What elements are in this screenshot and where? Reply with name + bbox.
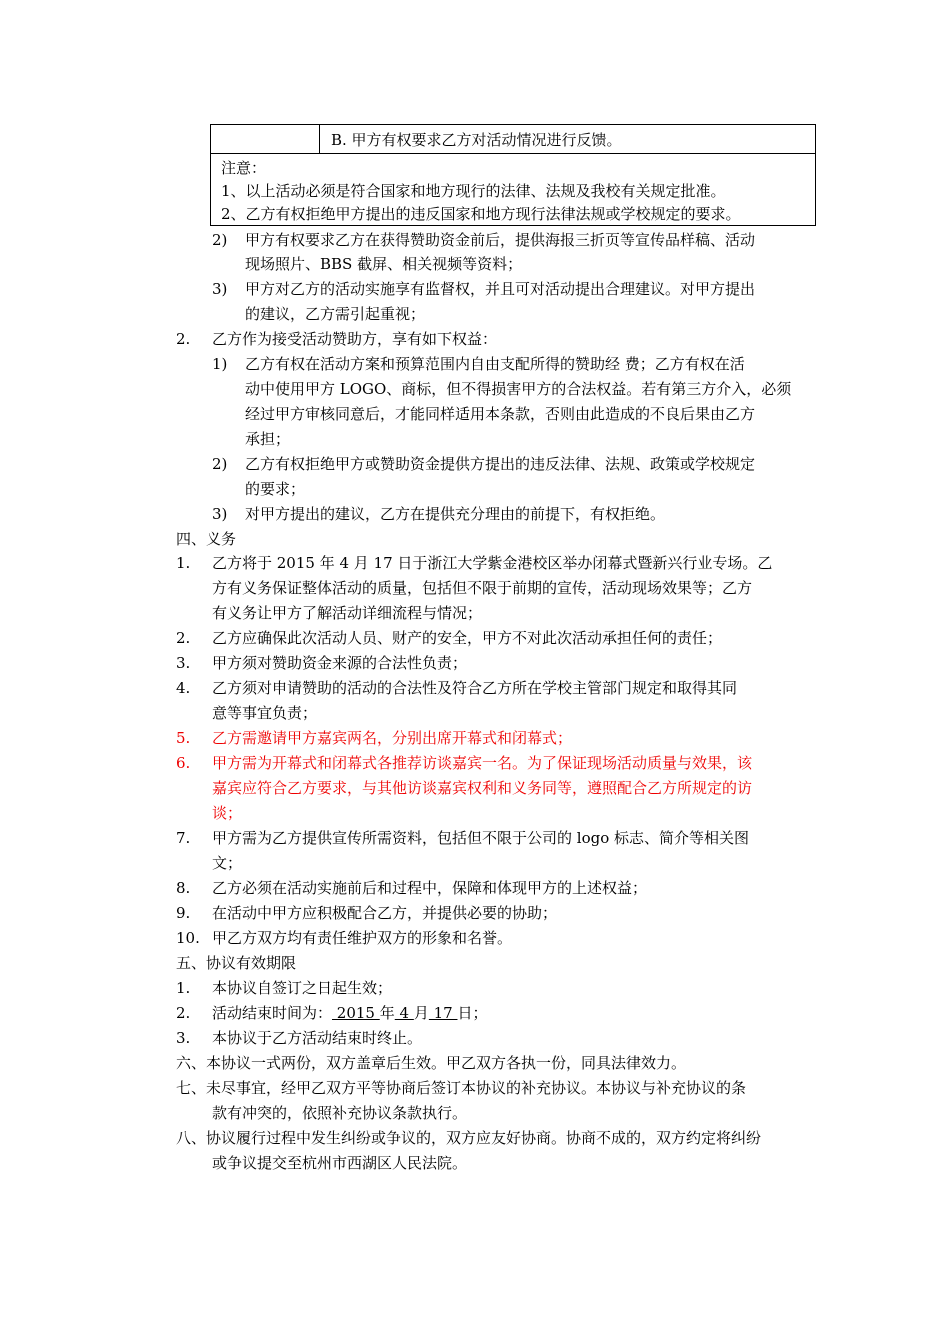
end-date-line [212, 1003, 488, 1023]
list-item: 有义务让甲方了解活动详细流程与情况； [212, 604, 483, 622]
list-item: 承担； [245, 430, 291, 448]
list-item: 乙方必须在活动实施前后和过程中，保障和体现甲方的上述权益； [212, 879, 648, 897]
list-item: 甲方需为开幕式和闭幕式各推荐访谈嘉宾一名。为了保证现场活动质量与效果，该 [212, 754, 753, 772]
list-item: 经过甲方审核同意后，才能同样适用本条款，否则由此造成的不良后果由乙方 [245, 405, 756, 423]
list-item: 的建议，乙方需引起重视； [245, 305, 426, 323]
clause-6: 六、本协议一式两份，双方盖章后生效。甲乙双方各执一份，同具法律效力。 [176, 1054, 687, 1072]
list-item: 本协议自签订之日起生效； [212, 979, 393, 997]
list-number: 2. [176, 1004, 191, 1022]
list-number: 10. [176, 929, 200, 947]
list-item: 甲方对乙方的活动实施享有监督权，并且可对活动提出合理建议。对甲方提出 [245, 280, 756, 298]
list-item: 动中使用甲方 LOGO、商标，但不得损害甲方的合法权益。若有第三方介入，必须 [245, 380, 792, 398]
table-row [211, 125, 815, 154]
list-item: 甲方有权要求乙方在获得赞助资金前后，提供海报三折页等宣传品样稿、活动 [245, 231, 756, 249]
section-heading: 五、协议有效期限 [176, 954, 297, 972]
end-date-month: 4 [394, 1004, 414, 1022]
clause-7: 七、未尽事宜，经甲乙双方平等协商后签订本协议的补充协议。本协议与补充协议的条 [176, 1079, 747, 1097]
list-number: 4. [176, 679, 191, 697]
list-number: 6. [176, 754, 191, 772]
list-number: 7. [176, 829, 191, 847]
clause-7-cont: 款有冲突的，依照补充协议条款执行。 [212, 1104, 468, 1122]
note-title: 注意： [221, 159, 267, 177]
list-number: 1. [176, 979, 191, 997]
list-number: 9. [176, 904, 191, 922]
list-number: 1) [212, 355, 228, 373]
list-item: 的要求； [245, 480, 306, 498]
list-item: 谈； [212, 804, 243, 822]
list-number: 2) [212, 231, 228, 249]
list-item: 乙方须对申请赞助的活动的合法性及符合乙方所在学校主管部门规定和取得其同 [212, 679, 738, 697]
list-item: 文； [212, 854, 243, 872]
end-date-day: 17 [428, 1004, 458, 1022]
list-item: 方有义务保证整体活动的质量，包括但不限于前期的宣传，活动现场效果等；乙方 [212, 579, 753, 597]
list-number: 8. [176, 879, 191, 897]
list-number: 5. [176, 729, 191, 747]
list-item: 现场照片、BBS 截屏、相关视频等资料； [245, 255, 523, 273]
list-item: 乙方将于 2015 年 4 月 17 日于浙江大学紫金港校区举办闭幕式暨新兴行业专场。乙 [212, 554, 773, 572]
list-number: 2. [176, 629, 191, 647]
table-cell-empty [211, 125, 320, 153]
list-item: 乙方应确保此次活动人员、财产的安全，甲方不对此次活动承担任何的责任； [212, 629, 723, 647]
section-heading: 四、义务 [176, 530, 237, 548]
day-char: 日； [457, 1004, 488, 1022]
list-number: 3. [176, 654, 191, 672]
list-item: 乙方有权在活动方案和预算范围内自由支配所得的赞助经 费；乙方有权在活 [245, 355, 745, 373]
note-item-2: 2、乙方有权拒绝甲方提出的违反国家和地方现行法律法规或学校规定的要求。 [221, 205, 741, 223]
end-date-year: 2015 [332, 1004, 380, 1022]
terms-table [210, 124, 816, 226]
list-number: 2) [212, 455, 228, 473]
list-number: 2. [176, 330, 191, 348]
end-date-label: 活动结束时间为： [212, 1004, 333, 1022]
list-item: 嘉宾应符合乙方要求，与其他访谈嘉宾权利和义务同等，遵照配合乙方所规定的访 [212, 779, 753, 797]
list-number: 3) [212, 280, 228, 298]
list-item: 甲乙方双方均有责任维护双方的形象和名誉。 [212, 929, 513, 947]
note-item-1: 1、以上活动必须是符合国家和地方现行的法律、法规及我校有关规定批准。 [221, 182, 726, 200]
clause-8-cont: 或争议提交至杭州市西湖区人民法院。 [212, 1154, 468, 1172]
month-char: 月 [413, 1004, 429, 1022]
list-number: 3. [176, 1029, 191, 1047]
list-number: 1. [176, 554, 191, 572]
list-item: 本协议于乙方活动结束时终止。 [212, 1029, 423, 1047]
list-number: 3) [212, 505, 228, 523]
list-item: 在活动中甲方应积极配合乙方，并提供必要的协助； [212, 904, 558, 922]
list-item: 乙方需邀请甲方嘉宾两名，分别出席开幕式和闭幕式； [212, 729, 573, 747]
list-item: 对甲方提出的建议，乙方在提供充分理由的前提下，有权拒绝。 [245, 505, 666, 523]
list-item: 甲方需为乙方提供宣传所需资料，包括但不限于公司的 logo 标志、简介等相关图 [212, 829, 750, 847]
section-title: 乙方作为接受活动赞助方，享有如下权益： [212, 330, 498, 348]
list-item: 乙方有权拒绝甲方或赞助资金提供方提出的违反法律、法规、政策或学校规定 [245, 455, 756, 473]
clause-8: 八、协议履行过程中发生纠纷或争议的，双方应友好协商。协商不成的，双方约定将纠纷 [176, 1129, 762, 1147]
table-cell-text: B. 甲方有权要求乙方对活动情况进行反馈。 [331, 131, 622, 149]
year-char: 年 [379, 1004, 395, 1022]
list-item: 甲方须对赞助资金来源的合法性负责； [212, 654, 468, 672]
list-item: 意等事宜负责； [212, 704, 318, 722]
